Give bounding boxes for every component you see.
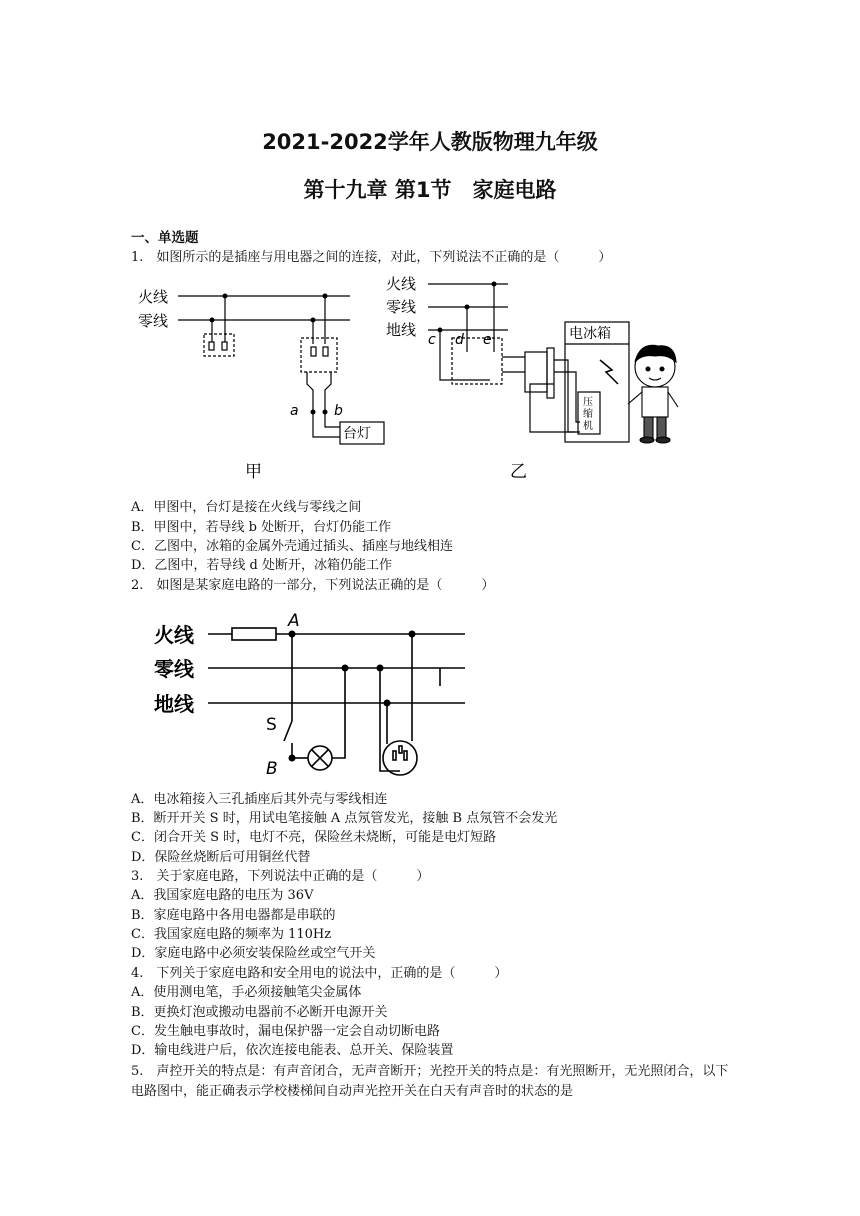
fig1b-label-yi: 乙 (510, 462, 527, 482)
fig1b-label-d: d (455, 332, 464, 348)
fig1-label-lingxian: 零线 (138, 312, 169, 330)
q4-option-d: D．输电线进户后，依次连接电能表、总开关、保险装置 (131, 1043, 454, 1058)
q1-stem: 1. 如图所示的是插座与用电器之间的连接，对此，下列说法不正确的是（ ） (131, 250, 612, 265)
fig1-label-a: a (290, 403, 299, 419)
q3-option-a: A．我国家庭电路的电压为 36V (131, 888, 314, 903)
fig1b-label-e: e (483, 332, 492, 348)
q2-option-d: D．保险丝烧断后可用铜丝代替 (131, 850, 311, 865)
q3-option-d: D．家庭电路中必须安装保险丝或空气开关 (131, 946, 376, 961)
boy-illustration (628, 345, 678, 443)
fig2-label-b: B (266, 759, 278, 779)
q2-option-b: B．断开开关 S 时，用试电笔接触 A 点氖管发光，接触 B 点氖管不会发光 (131, 811, 558, 826)
chapter-title: 第十九章 第1节 家庭电路 (303, 178, 557, 202)
q3-option-b: B．家庭电路中各用电器都是串联的 (131, 908, 336, 923)
fig1b-label-lingxian: 零线 (386, 298, 417, 316)
q4-stem: 4. 下列关于家庭电路和安全用电的说法中，正确的是（ ） (131, 966, 508, 981)
fig1b-label-ya: 压 (583, 397, 593, 408)
fig2-label-a: A (288, 611, 300, 631)
q1-option-d: D．乙图中，若导线 d 处断开，冰箱仍能工作 (131, 558, 393, 573)
q2-stem: 2. 如图是某家庭电路的一部分，下列说法正确的是（ ） (131, 578, 495, 593)
q2-option-a: A．电冰箱接入三孔插座后其外壳与零线相连 (131, 792, 388, 807)
fig1-label-taideng: 台灯 (343, 426, 371, 442)
fig1-label-huoxian: 火线 (138, 288, 169, 306)
q1-option-a: A．甲图中，台灯是接在火线与零线之间 (131, 500, 362, 515)
q2-figure (150, 606, 470, 786)
q1-option-c: C．乙图中，冰箱的金属外壳通过插头、插座与地线相连 (131, 539, 453, 554)
fig1-label-jia: 甲 (245, 462, 262, 482)
q5-stem: 5. 声控开关的特点是：有声音闭合，无声音断开；光控开关的特点是：有光照断开，无光照闭合，以下电路图中，能正确表示学校楼梯间自动声光控开关在白天有声音时的状态的是 (131, 1064, 729, 1099)
fig1-label-b: b (334, 403, 343, 419)
fig1b-label-huoxian: 火线 (386, 275, 417, 293)
document-title: 2021-2022学年人教版物理九年级 (262, 130, 598, 154)
fig1b-label-suo: 缩 (583, 409, 593, 420)
q4-option-b: B．更换灯泡或搬动电器前不必断开电源开关 (131, 1005, 388, 1020)
q4-option-c: C．发生触电事故时，漏电保护器一定会自动切断电路 (131, 1024, 440, 1039)
fig1b-label-c: c (428, 332, 436, 348)
fig1b-label-dixian: 地线 (386, 321, 417, 339)
fig2-label-dixian: 地线 (154, 692, 194, 716)
section-heading: 一、单选题 (131, 230, 199, 246)
q4-option-a: A．使用测电笔，手必须接触笔尖金属体 (131, 985, 362, 1000)
q1-option-b: B．甲图中，若导线 b 处断开，台灯仍能工作 (131, 520, 392, 535)
fig2-label-huoxian: 火线 (154, 623, 194, 647)
q3-option-c: C．我国家庭电路的频率为 110Hz (131, 927, 332, 942)
q3-stem: 3. 关于家庭电路，下列说法中正确的是（ ） (131, 869, 430, 884)
fig2-label-s: S (266, 715, 277, 735)
q2-option-c: C．闭合开关 S 时，电灯不亮，保险丝未烧断，可能是电灯短路 (131, 830, 497, 845)
fig1b-label-fridge: 电冰箱 (569, 326, 611, 342)
q1-figure (130, 272, 690, 487)
fig1b-label-ji: 机 (583, 421, 593, 432)
fig2-label-lingxian: 零线 (154, 657, 194, 681)
